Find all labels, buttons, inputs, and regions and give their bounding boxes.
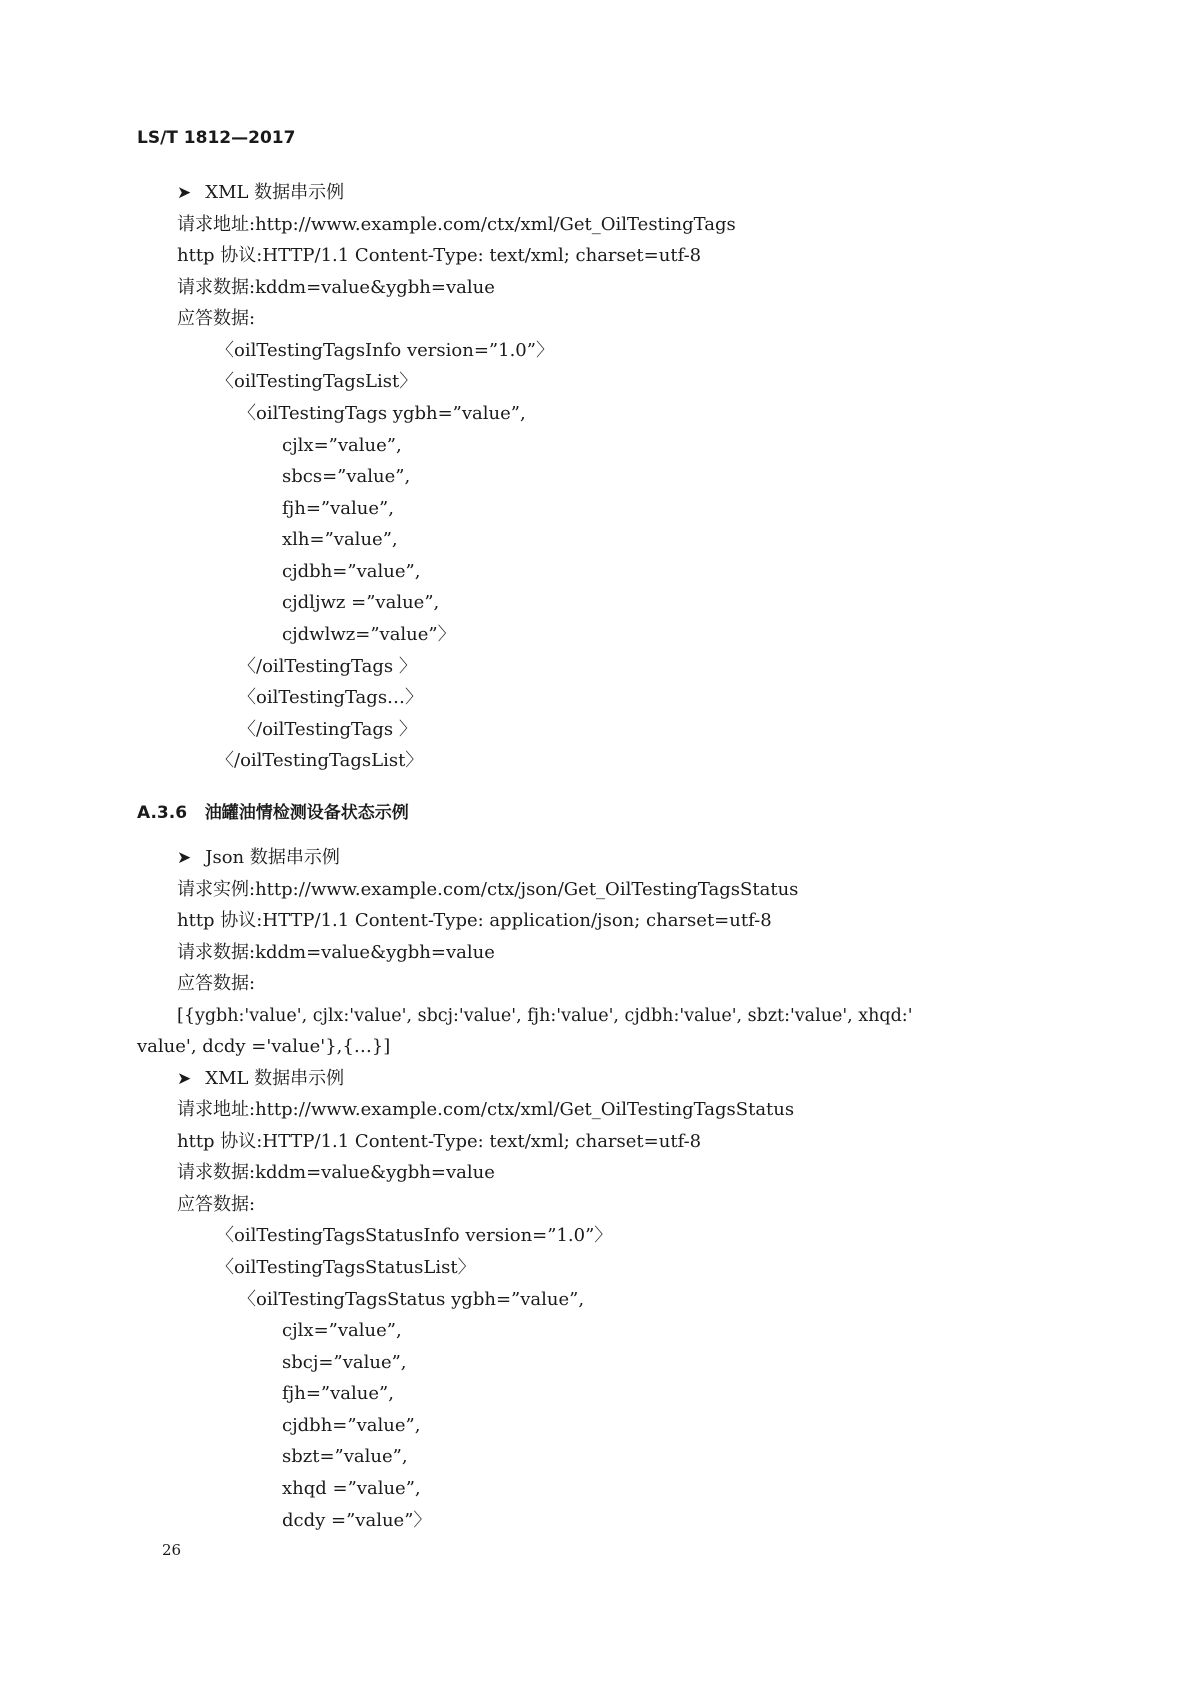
bullet-label: XML 数据串示例 (205, 182, 345, 203)
xml-code-line: cjdljwz =”value”, (282, 592, 440, 613)
request-example-line: 请求实例:http://www.example.com/ctx/json/Get_OilTestingTagsStatus (177, 879, 799, 900)
xml-code-line: cjdbh=”value”, (282, 1415, 421, 1436)
request-data-line: 请求数据:kddm=value&ygbh=value (177, 1162, 495, 1183)
response-data-label: 应答数据: (177, 308, 256, 329)
http-protocol-line: http 协议:HTTP/1.1 Content-Type: application/json; charset=utf-8 (177, 910, 772, 931)
arrow-bullet-icon: ➤ (177, 1069, 192, 1089)
json-example-bullet (177, 847, 340, 869)
bullet-label: Json 数据串示例 (205, 847, 340, 868)
xml-example-bullet (177, 182, 344, 204)
xml-code-line: 〈oilTestingTagsList〉 (216, 371, 418, 392)
xml-example-bullet (177, 1068, 344, 1090)
xml-code-line: 〈oilTestingTagsStatusInfo version=”1.0”〉 (216, 1225, 613, 1246)
bullet-label: XML 数据串示例 (205, 1068, 345, 1089)
xml-code-line: 〈oilTestingTagsStatus ygbh=”value”, (238, 1289, 585, 1310)
xml-code-line: 〈/oilTestingTags 〉 (238, 719, 417, 740)
xml-code-line: fjh=”value”, (282, 498, 394, 519)
xml-code-line: 〈oilTestingTags…〉 (238, 687, 424, 708)
xml-code-line: cjdbh=”value”, (282, 561, 421, 582)
response-data-label: 应答数据: (177, 973, 256, 994)
page-number: 26 (162, 1541, 182, 1559)
xml-code-line: cjdwlwz=”value”〉 (282, 624, 456, 645)
request-address-line: 请求地址:http://www.example.com/ctx/xml/Get_OilTestingTags (177, 214, 736, 235)
request-data-line: 请求数据:kddm=value&ygbh=value (177, 277, 495, 298)
request-data-line: 请求数据:kddm=value&ygbh=value (177, 942, 495, 963)
xml-code-line: 〈oilTestingTagsStatusList〉 (216, 1257, 476, 1278)
xml-code-line: xhqd =”value”, (282, 1478, 421, 1499)
section-heading: A.3.6 油罐油情检测设备状态示例 (137, 803, 409, 823)
response-data-label: 应答数据: (177, 1194, 256, 1215)
xml-code-line: fjh=”value”, (282, 1383, 394, 1404)
json-response-line: value', dcdy ='value'},{…}] (137, 1036, 391, 1057)
request-address-line: 请求地址:http://www.example.com/ctx/xml/Get_OilTestingTagsStatus (177, 1099, 795, 1120)
arrow-bullet-icon: ➤ (177, 183, 192, 203)
xml-code-line: 〈/oilTestingTagsList〉 (216, 750, 424, 771)
document-code: LS/T 1812—2017 (137, 128, 296, 148)
http-protocol-line: http 协议:HTTP/1.1 Content-Type: text/xml; charset=utf-8 (177, 245, 702, 266)
xml-code-line: cjlx=”value”, (282, 1320, 402, 1341)
xml-code-line: sbzt=”value”, (282, 1446, 408, 1467)
xml-code-line: 〈oilTestingTags ygbh=”value”, (238, 403, 526, 424)
xml-code-line: cjlx=”value”, (282, 435, 402, 456)
xml-code-line: xlh=”value”, (282, 529, 398, 550)
json-response-line: [{ygbh:'value', cjlx:'value', sbcj:'value', fjh:'value', cjdbh:'value', sbzt:'value', xhqd:' (177, 1006, 913, 1026)
xml-code-line: dcdy =”value”〉 (282, 1510, 432, 1531)
http-protocol-line: http 协议:HTTP/1.1 Content-Type: text/xml; charset=utf-8 (177, 1131, 702, 1152)
xml-code-line: sbcj=”value”, (282, 1352, 407, 1373)
arrow-bullet-icon: ➤ (177, 848, 192, 868)
xml-code-line: 〈/oilTestingTags 〉 (238, 656, 417, 677)
xml-code-line: sbcs=”value”, (282, 466, 411, 487)
xml-code-line: 〈oilTestingTagsInfo version=”1.0”〉 (216, 340, 554, 361)
